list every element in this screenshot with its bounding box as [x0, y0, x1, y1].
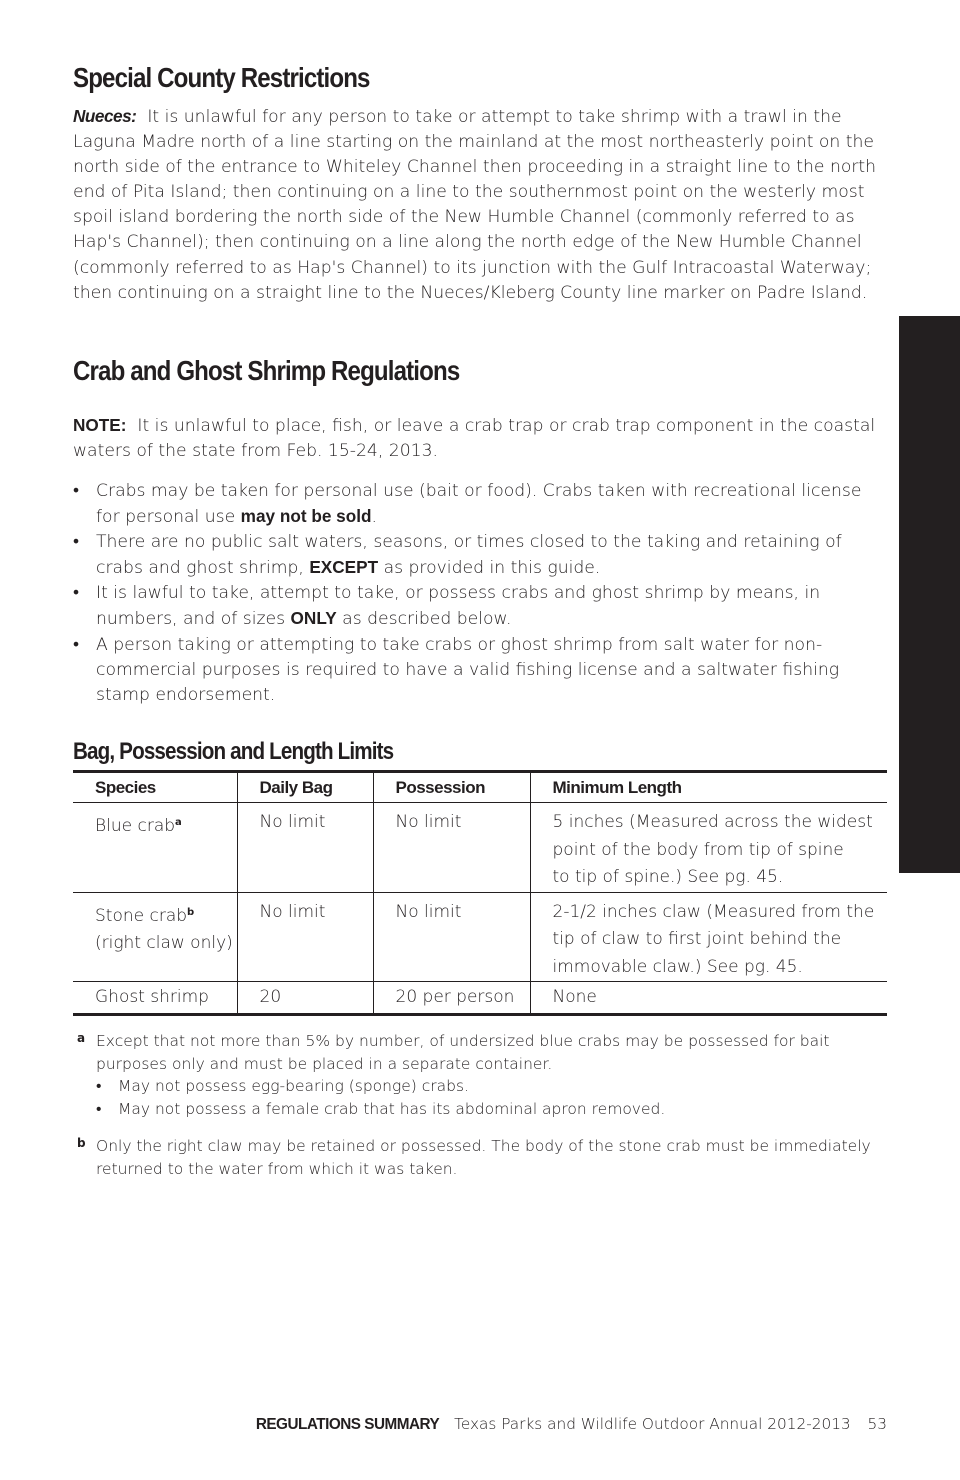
footer-summary: REGULATIONS SUMMARY — [255, 1416, 440, 1433]
min-length-line: 5 inches (Measured across the widest — [552, 812, 873, 832]
cell-possession: No limit — [373, 803, 530, 893]
cell-species: Ghost shrimp — [73, 982, 237, 1015]
cell-possession: No limit — [373, 892, 530, 982]
list-item — [73, 581, 888, 632]
cell-species — [73, 803, 237, 893]
min-length-line: immovable claw.) See pg. 45. — [552, 956, 803, 977]
list-item — [96, 1075, 888, 1098]
min-length-line: 2-1/2 inches claw (Measured from the — [552, 901, 875, 922]
cell-species — [73, 892, 237, 982]
bullet-strong: ONLY — [290, 608, 337, 629]
bullet-text-end: as provided in this guide. — [378, 558, 601, 579]
bullet-glyph: • — [73, 583, 80, 604]
footer-publication: Texas Parks and Wildlife Outdoor Annual 2012-2013 — [454, 1415, 851, 1433]
crab-section-heading: Crab and Ghost Shrimp Regulations — [73, 355, 460, 386]
table-row — [73, 803, 887, 893]
species-name: Stone crab — [95, 905, 188, 926]
footnote-sub-text: May not possess a female crab that has its abdominal apron removed. — [118, 1100, 666, 1119]
footnote-text: Except that not more than 5% by number, of undersized blue crabs may be possessed for bait purposes only and must be placed in a separate container. — [96, 1032, 830, 1073]
cell-daily-bag: No limit — [237, 892, 373, 982]
note-text: It is unlawful to place, fish, or leave a crab trap or crab trap component in the coastal waters of the state from Feb. 15-24, 2013. — [73, 416, 876, 462]
min-length-line: to tip of spine.) See pg. 45. — [552, 867, 784, 887]
bullet-text: There are no public salt waters, seasons, or times closed to the taking and retaining of crabs and ghost shrimp, — [96, 532, 842, 579]
footnote-ref: a — [175, 817, 182, 828]
bullet-text: It is lawful to take, attempt to take, or possess crabs and ghost shrimp by means, in numbers, and of sizes — [96, 583, 821, 630]
bullet-glyph: • — [96, 1100, 102, 1119]
cell-min-length: None — [530, 982, 887, 1015]
special-county-heading: Special County Restrictions — [73, 62, 370, 93]
nueces-text: It is unlawful for any person to take or attempt to take shrimp with a trawl in the Laguna Madre north of a line starting on the mainland at the most northeasterly point on the north side of the entrance to Whiteley Channel then proceeding in a straight line to the north end of Pita Island; then continuing on a line to the southernmost point on the westerly most spoil island bordering the north side of the New Humble Channel (commonly referred to as Hap's Channel); then continuing on a line along the north edge of the New Humble Channel (commonly referred to as Hap's Channel) to its junction with the Gulf Intracoastal Waterway; then continuing on a straight line to the Nueces/Kleberg County line marker on Padre Island. — [73, 107, 877, 303]
col-possession: Possession — [373, 772, 530, 803]
footnote-a — [73, 1030, 888, 1121]
bullet-glyph: • — [73, 481, 80, 501]
footnote-mark: b — [77, 1136, 86, 1150]
bullet-strong: EXCEPT — [309, 557, 379, 578]
cell-possession: 20 per person — [373, 982, 530, 1015]
list-item — [73, 530, 888, 581]
cell-daily-bag: 20 — [237, 982, 373, 1015]
species-note: (right claw only) — [95, 933, 233, 953]
page-number: 53 — [867, 1415, 887, 1433]
footnote-sub-text: May not possess egg-bearing (sponge) crabs. — [118, 1077, 470, 1096]
footnote-sublist — [96, 1075, 888, 1120]
list-item — [96, 1098, 888, 1121]
note-paragraph — [73, 413, 888, 464]
crab-rules-list — [73, 479, 888, 708]
bullet-glyph: • — [73, 532, 80, 553]
bullet-glyph: • — [73, 634, 80, 655]
footnote-mark: a — [77, 1031, 86, 1045]
footnote-ref: b — [187, 906, 195, 918]
list-item — [73, 479, 888, 530]
note-label: NOTE: — [73, 415, 127, 435]
bullet-glyph: • — [96, 1077, 102, 1096]
nueces-run-in: Nueces: — [73, 106, 137, 126]
side-tab-label: FISHING REGULATIONS — [31, 370, 58, 614]
min-length-line: point of the body from tip of spine — [552, 839, 844, 860]
list-item — [73, 633, 888, 708]
nueces-paragraph — [73, 104, 888, 306]
cell-min-length — [530, 803, 887, 893]
page-footer — [256, 1415, 887, 1434]
min-length-line: tip of claw to first joint behind the — [552, 929, 842, 949]
bullet-strong: may not be sold — [240, 506, 372, 527]
table-row — [73, 892, 887, 982]
bullet-text: Crabs may be taken for personal use (bait or food). Crabs taken with recreational license for personal use — [96, 481, 862, 528]
species-name: Blue crab — [95, 816, 176, 836]
bullet-text-end: as described below. — [336, 609, 512, 630]
table-row — [73, 982, 887, 1015]
section-side-tab — [899, 316, 960, 873]
footnote-text: Only the right claw may be retained or possessed. The body of the stone crab must be immediately returned to the water from which it was taken. — [96, 1137, 871, 1178]
col-minimum-length: Minimum Length — [530, 772, 887, 803]
bullet-text: A person taking or attempting to take crabs or ghost shrimp from salt water for non-commercial purposes is required to have a valid fishing license and a saltwater fishing stamp endorsement. — [96, 634, 840, 705]
limits-table-heading: Bag, Possession and Length Limits — [73, 738, 394, 765]
limits-table — [73, 770, 887, 1016]
footnote-b — [73, 1135, 888, 1180]
col-daily-bag: Daily Bag — [237, 772, 373, 803]
bullet-text-end: . — [371, 507, 377, 528]
cell-min-length — [530, 892, 887, 982]
cell-daily-bag: No limit — [237, 803, 373, 893]
col-species: Species — [73, 772, 237, 803]
table-header-row — [73, 772, 887, 803]
